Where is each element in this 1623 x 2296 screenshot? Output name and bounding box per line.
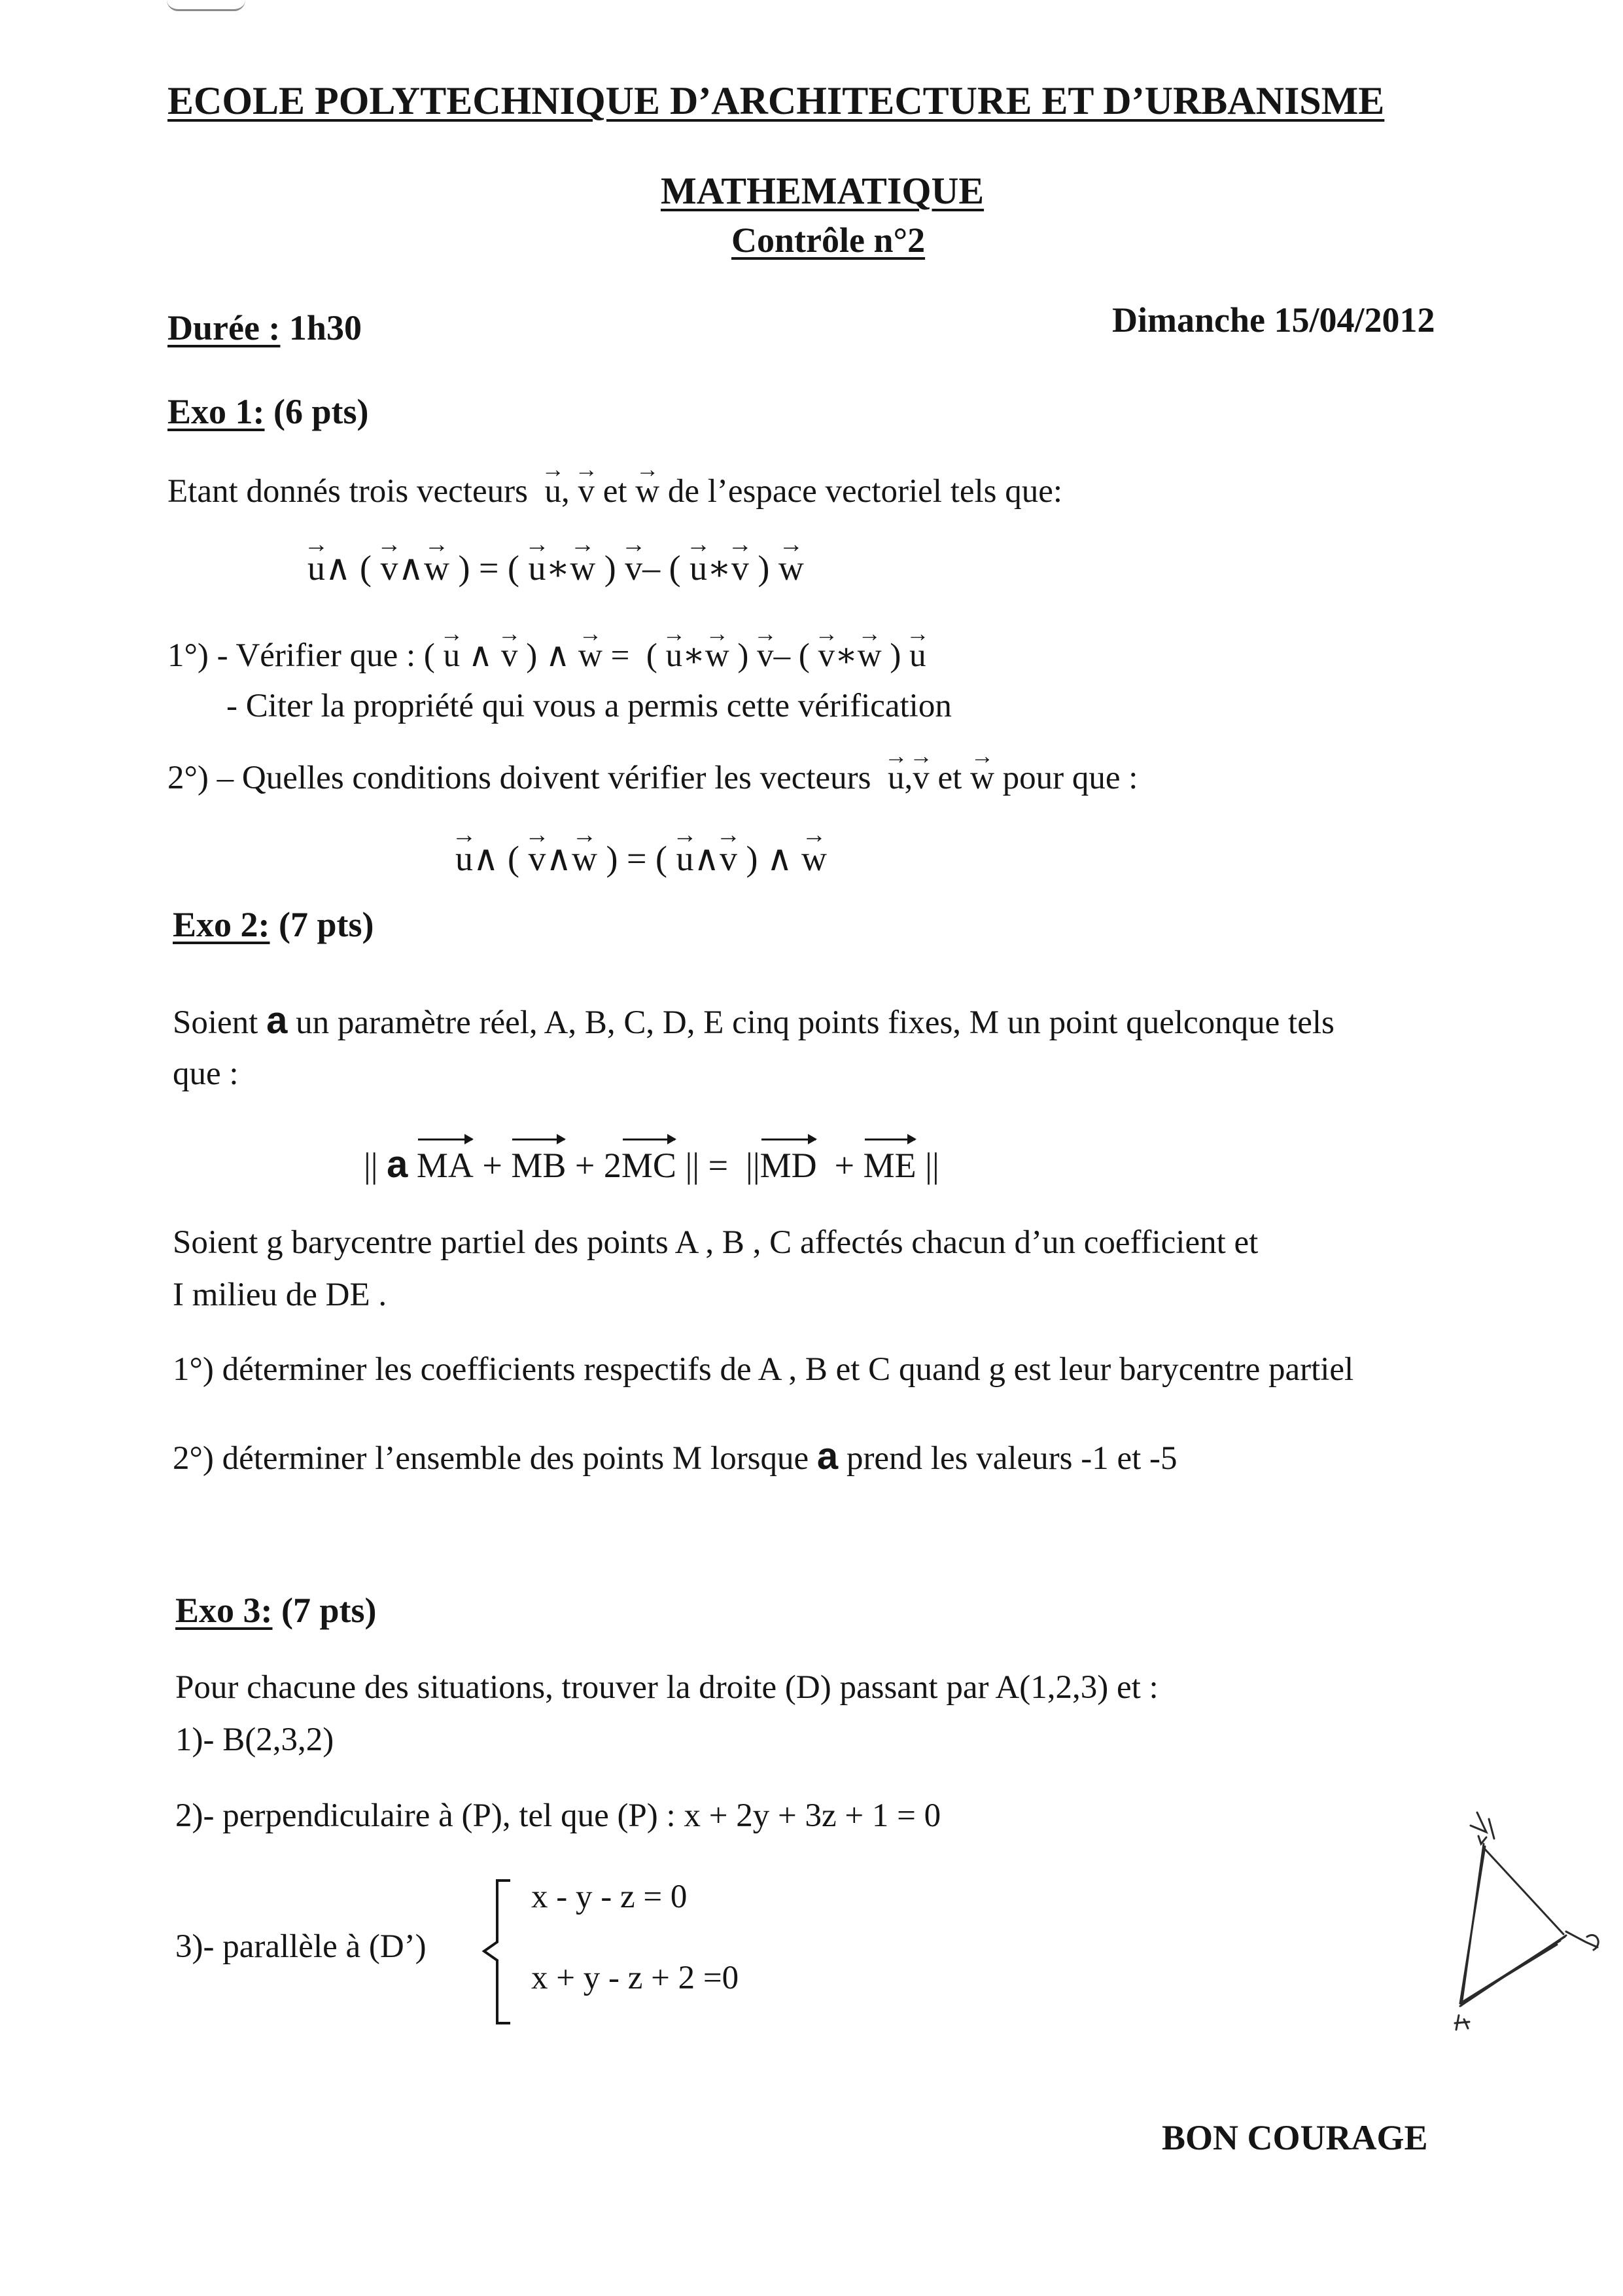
rparen: ) <box>890 637 901 674</box>
wedge: ∧ <box>693 839 720 878</box>
exo1-q2-a: 2°) – Quelles conditions doivent vérifier les vecteurs <box>167 760 871 796</box>
pen-scribble-drawing <box>1426 1793 1622 2068</box>
vec-MB: MB <box>511 1146 567 1185</box>
exo3-sys-eq2: x + y - z + 2 =0 <box>531 1960 739 1996</box>
vec-v: → v <box>578 472 595 510</box>
system-brace <box>478 1877 523 2027</box>
exo1-heading <box>167 391 369 432</box>
lparen: ( <box>508 548 519 588</box>
vec-w: → w <box>570 548 595 588</box>
vec-v: → v <box>381 548 398 588</box>
rparen: ) <box>458 548 470 588</box>
exo1-q2-b: pour que : <box>1002 760 1138 796</box>
duration-value: 1h30 <box>288 308 362 347</box>
wedge: ∧ <box>398 548 425 588</box>
comma: , <box>904 760 913 796</box>
norm-bar: || <box>685 1146 700 1185</box>
vec-w: → w <box>858 637 882 675</box>
norm-bar: || <box>364 1146 378 1185</box>
plus: + <box>482 1146 502 1185</box>
vec-u: → u <box>307 548 325 588</box>
vec-v: → v <box>818 637 835 675</box>
coef-two: 2 <box>603 1146 621 1185</box>
exo3-title: Exo 3: <box>175 1591 273 1630</box>
vec-u: → u <box>676 838 693 879</box>
dot: ∗ <box>835 637 858 674</box>
closing-text: BON COURAGE <box>1162 2118 1428 2157</box>
vec-w: → w <box>778 548 804 588</box>
plus: + <box>574 1146 595 1185</box>
exo1-points: (6 pts) <box>273 392 369 431</box>
vec-MD: MD <box>759 1146 817 1185</box>
rparen: ) <box>737 637 749 674</box>
vec-u: → u <box>909 637 926 675</box>
norm-bar: || <box>746 1146 760 1185</box>
exo1-intro-a: Etant donnés trois vecteurs <box>167 473 528 510</box>
wedge: ∧ <box>546 839 572 878</box>
exo2-equation <box>364 1142 939 1186</box>
exo1-identity <box>307 547 804 588</box>
exo3-item3: 3)- parallèle à (D’) <box>175 1928 427 1965</box>
wedge: ∧ <box>325 548 351 588</box>
exo1-q2-equation <box>455 838 827 879</box>
exo2-line3: Soient g barycentre partiel des points A , B , C affectés chacun d’un coefficient et <box>173 1224 1259 1261</box>
exo2-heading <box>173 904 374 945</box>
lparen: ( <box>646 637 657 674</box>
vec-w: → w <box>424 548 449 588</box>
exo3-heading <box>175 1590 377 1631</box>
lparen: ( <box>669 548 681 588</box>
lparen: ( <box>423 637 435 674</box>
exam-date: Dimanche 15/04/2012 <box>1112 300 1435 340</box>
vec-MC: MC <box>621 1146 676 1185</box>
exo3-sys-eq1: x - y - z = 0 <box>531 1879 688 1915</box>
exo1-title: Exo 1: <box>167 392 265 431</box>
vec-v: → v <box>501 637 518 675</box>
exo2-title: Exo 2: <box>173 905 270 944</box>
exam-title: Contrôle n°2 <box>731 221 926 260</box>
exo1-q1-label: 1°) - Vérifier que : <box>167 637 416 674</box>
lparen: ( <box>798 637 810 674</box>
wedge: ∧ <box>767 839 793 878</box>
exo2-line1-b: un paramètre réel, A, B, C, D, E cinq points fixes, M un point quelconque tels <box>296 1004 1335 1041</box>
comma: , <box>561 473 570 510</box>
exo1-q1 <box>167 636 926 675</box>
vec-v: → v <box>529 838 546 879</box>
rparen: ) <box>604 548 616 588</box>
vec-u: → u <box>888 759 905 797</box>
exo2-q1: 1°) déterminer les coefficients respectifs de A , B et C quand g est leur barycentre partiel <box>173 1351 1354 1388</box>
lparen: ( <box>508 839 520 878</box>
plus: + <box>834 1146 855 1185</box>
dot: ∗ <box>682 637 705 674</box>
rparen: ) <box>526 637 538 674</box>
exo3-intro: Pour chacune des situations, trouver la droite (D) passant par A(1,2,3) et : <box>175 1669 1159 1706</box>
exo2-q2-a: 2°) déterminer l’ensemble des points M lorsque <box>173 1440 809 1477</box>
exo2-q2 <box>173 1434 1178 1478</box>
minus: – <box>773 637 791 674</box>
exo2-line4: I milieu de DE . <box>173 1277 387 1313</box>
param-a: a <box>387 1143 408 1186</box>
minus: – <box>642 548 661 588</box>
duration-label: Durée : <box>167 308 281 347</box>
vec-w: → w <box>970 759 994 797</box>
vec-u: → u <box>666 637 683 675</box>
school-name: ECOLE POLYTECHNIQUE D’ARCHITECTURE ET D’URBANISME <box>167 79 1385 122</box>
et-word: et <box>937 760 962 796</box>
exo2-line2: que : <box>173 1055 239 1092</box>
param-a: a <box>816 1435 839 1477</box>
vec-u: → u <box>444 637 461 675</box>
et-word: et <box>602 473 627 510</box>
equals: = <box>479 548 499 588</box>
vec-ME: ME <box>863 1146 916 1185</box>
dot: ∗ <box>707 548 731 588</box>
exo1-q1-sub: - Citer la propriété qui vous a permis cette vérification <box>226 688 952 724</box>
param-a: a <box>266 999 288 1042</box>
rparen: ) <box>758 548 770 588</box>
equals: = <box>708 1146 729 1185</box>
vec-v: → v <box>757 637 774 675</box>
exo3-points: (7 pts) <box>281 1591 377 1630</box>
wedge: ∧ <box>545 637 570 674</box>
rparen: ) <box>746 839 758 878</box>
vec-u: → u <box>689 548 707 588</box>
exo1-intro <box>167 472 1062 510</box>
lparen: ( <box>655 839 667 878</box>
vec-w: → w <box>572 838 597 879</box>
duration <box>167 308 362 348</box>
vec-v: → v <box>731 548 749 588</box>
dot: ∗ <box>546 548 570 588</box>
exo2-line1 <box>173 998 1335 1042</box>
exo3-item2: 2)- perpendiculaire à (P), tel que (P) : x + 2y + 3z + 1 = 0 <box>175 1797 941 1834</box>
vec-u: → u <box>528 548 546 588</box>
exo1-intro-b: de l’espace vectoriel tels que: <box>667 473 1063 510</box>
exo3-item1: 1)- B(2,3,2) <box>175 1722 334 1758</box>
vec-w: → w <box>578 637 602 675</box>
vec-w: → w <box>635 472 659 510</box>
vec-MA: MA <box>416 1146 474 1185</box>
equals: = <box>627 839 647 878</box>
lparen: ( <box>360 548 372 588</box>
exo2-q2-b: prend les valeurs -1 et -5 <box>846 1440 1178 1477</box>
vec-v: → v <box>720 838 737 879</box>
rparen: ) <box>606 839 618 878</box>
vec-u: → u <box>544 472 561 510</box>
exo2-line1-a: Soient <box>173 1004 258 1041</box>
vec-v: → v <box>913 759 930 797</box>
vec-w: → w <box>705 637 729 675</box>
norm-bar: || <box>925 1146 939 1185</box>
top-edge-mark <box>167 0 245 11</box>
exo1-q2 <box>167 759 1138 797</box>
equals: = <box>610 637 630 674</box>
vec-v: → v <box>625 548 642 588</box>
subject-title: MATHEMATIQUE <box>661 169 985 212</box>
vec-w: → w <box>801 838 827 879</box>
wedge: ∧ <box>473 839 499 878</box>
wedge: ∧ <box>468 637 493 674</box>
vec-u: → u <box>455 838 473 879</box>
exo2-points: (7 pts) <box>279 905 374 944</box>
